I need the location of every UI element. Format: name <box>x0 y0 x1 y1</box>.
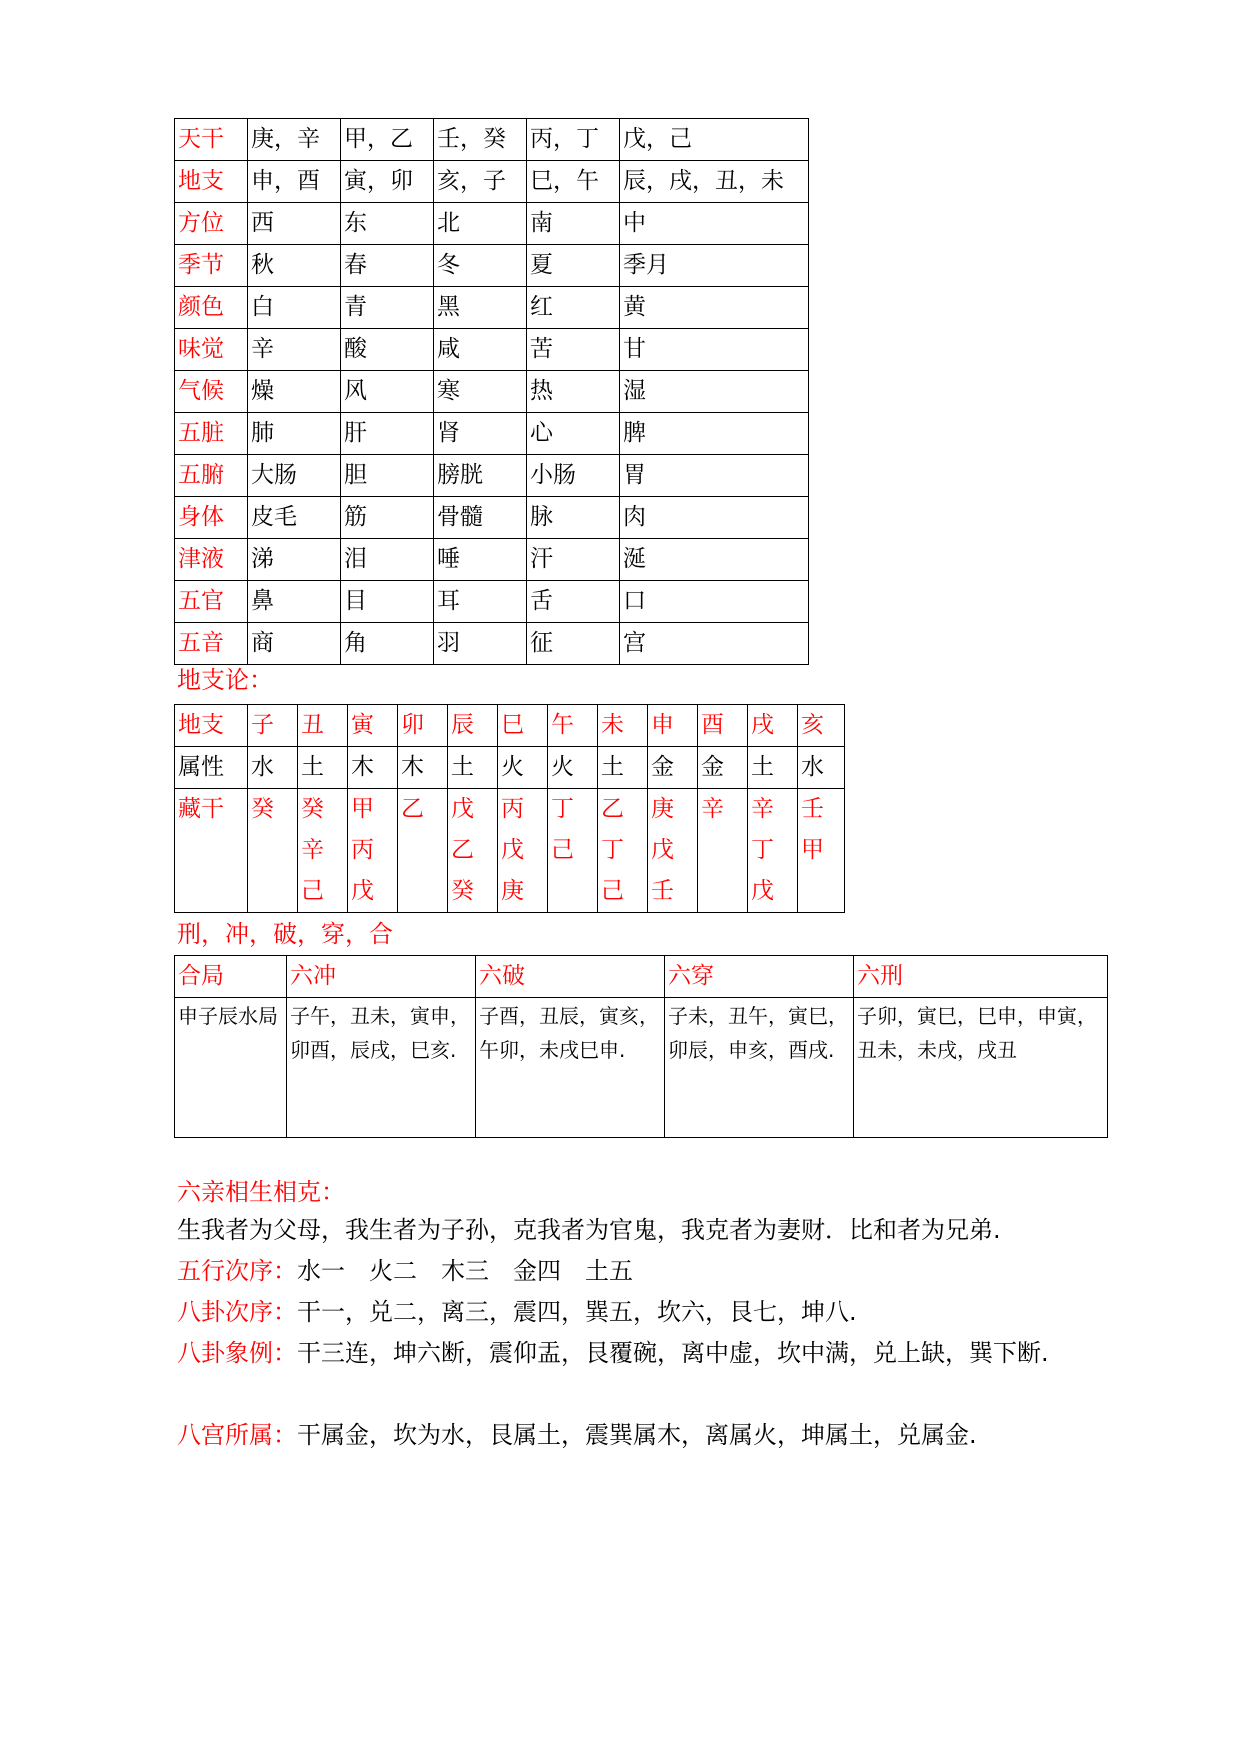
wuxing-row <box>175 623 809 665</box>
row-label: 身体 <box>175 497 248 539</box>
xing-chong-body-row <box>175 998 1108 1138</box>
hidden-stem-label <box>175 789 248 913</box>
xing-chong-cell: 申子辰水局 <box>175 998 287 1138</box>
table-cell: 中 <box>620 203 809 245</box>
hidden-stem: 甲 <box>801 837 824 863</box>
line-label: 八宫所属： <box>177 1421 297 1449</box>
hidden-stem-cell <box>548 789 598 913</box>
table-cell: 肝 <box>341 413 434 455</box>
attribute-cell: 土 <box>748 747 798 789</box>
table-cell: 征 <box>527 623 620 665</box>
section-heading-xing-chong: 刑，冲，破，穿，合 <box>177 920 393 948</box>
hidden-stem: 丁 <box>551 796 574 822</box>
hidden-stem: 庚 <box>501 878 524 904</box>
table-cell: 心 <box>527 413 620 455</box>
hidden-stem-cell <box>248 789 298 913</box>
attribute-cell: 土 <box>448 747 498 789</box>
table-cell: 汗 <box>527 539 620 581</box>
table-cell: 脉 <box>527 497 620 539</box>
hidden-stem: 乙 <box>401 796 424 822</box>
hidden-stem: 癸 <box>301 796 324 822</box>
xing-chong-header: 六冲 <box>287 956 476 998</box>
table-cell: 湿 <box>620 371 809 413</box>
table-cell: 目 <box>341 581 434 623</box>
hidden-stem-cell <box>598 789 648 913</box>
hidden-stem-label-text: 藏干 <box>178 796 224 822</box>
row-label: 五脏 <box>175 413 248 455</box>
table-cell: 亥，子 <box>434 161 527 203</box>
attribute-cell: 火 <box>498 747 548 789</box>
attribute-cell: 木 <box>348 747 398 789</box>
table-cell: 大肠 <box>248 455 341 497</box>
table-cell: 胆 <box>341 455 434 497</box>
hidden-stem-row <box>175 789 845 913</box>
hidden-stem: 辛 <box>701 796 724 822</box>
table-cell: 涎 <box>620 539 809 581</box>
branch-header-label: 地支 <box>175 705 248 747</box>
section-heading-dizhi: 地支论： <box>177 666 273 694</box>
branch-cell: 巳 <box>498 705 548 747</box>
attribute-cell: 土 <box>598 747 648 789</box>
table-cell: 季月 <box>620 245 809 287</box>
table-cell: 风 <box>341 371 434 413</box>
table-cell: 南 <box>527 203 620 245</box>
hidden-stem: 丙 <box>501 796 524 822</box>
branch-cell: 亥 <box>798 705 845 747</box>
wuxing-row <box>175 161 809 203</box>
row-label: 五音 <box>175 623 248 665</box>
xing-chong-cell: 子酉，丑辰，寅亥，午卯，未戌巳申. <box>476 998 665 1138</box>
hidden-stem-cell <box>398 789 448 913</box>
hidden-stem: 戊 <box>451 796 474 822</box>
line-text: 干一，兑二，离三，震四，巽五，坎六，艮七，坤八. <box>297 1298 857 1326</box>
hidden-stem-cell <box>448 789 498 913</box>
line-text: 干属金，坎为水，艮属土，震巽属木，离属火，坤属土，兑属金. <box>297 1421 977 1449</box>
table-cell: 肉 <box>620 497 809 539</box>
line-label: 八卦象例： <box>177 1339 297 1367</box>
liuqin-text: 生我者为父母，我生者为子孙，克我者为官鬼，我克者为妻财．比和者为兄弟. <box>177 1216 1001 1244</box>
wuxing-row <box>175 581 809 623</box>
attribute-cell: 火 <box>548 747 598 789</box>
table-cell: 鼻 <box>248 581 341 623</box>
row-label: 天干 <box>175 119 248 161</box>
table-cell: 丙，丁 <box>527 119 620 161</box>
row-label: 五腑 <box>175 455 248 497</box>
table-cell: 青 <box>341 287 434 329</box>
attribute-cell: 金 <box>648 747 698 789</box>
hidden-stem: 戊 <box>351 878 374 904</box>
wuxing-table <box>174 118 809 665</box>
table-cell: 巳，午 <box>527 161 620 203</box>
hidden-stem-cell <box>798 789 845 913</box>
hidden-stem: 辛 <box>751 796 774 822</box>
hidden-stem: 癸 <box>451 878 474 904</box>
hidden-stem: 戊 <box>751 878 774 904</box>
table-cell: 苦 <box>527 329 620 371</box>
hidden-stem-cell <box>298 789 348 913</box>
table-cell: 夏 <box>527 245 620 287</box>
table-cell: 口 <box>620 581 809 623</box>
row-label: 颜色 <box>175 287 248 329</box>
table-cell: 舌 <box>527 581 620 623</box>
table-cell: 黑 <box>434 287 527 329</box>
table-cell: 宫 <box>620 623 809 665</box>
table-cell: 脾 <box>620 413 809 455</box>
table-cell: 角 <box>341 623 434 665</box>
attribute-cell: 水 <box>798 747 845 789</box>
line-text: 干三连，坤六断，震仰盂，艮覆碗，离中虚，坎中满，兑上缺，巽下断. <box>297 1339 1049 1367</box>
hidden-stem: 甲 <box>351 796 374 822</box>
table-cell: 筋 <box>341 497 434 539</box>
table-cell: 红 <box>527 287 620 329</box>
table-cell: 泪 <box>341 539 434 581</box>
hidden-stem-cell <box>748 789 798 913</box>
hidden-stem: 戊 <box>651 837 674 863</box>
table-cell: 骨髓 <box>434 497 527 539</box>
table-cell: 白 <box>248 287 341 329</box>
attribute-label: 属性 <box>175 747 248 789</box>
table-cell: 东 <box>341 203 434 245</box>
section-heading-liuqin: 六亲相生相克： <box>177 1178 345 1206</box>
xing-chong-header: 六破 <box>476 956 665 998</box>
line-label: 八卦次序： <box>177 1298 297 1326</box>
dizhi-table <box>174 704 845 913</box>
branch-cell: 申 <box>648 705 698 747</box>
xing-chong-header: 六刑 <box>854 956 1108 998</box>
wuxing-row <box>175 119 809 161</box>
table-cell: 甲，乙 <box>341 119 434 161</box>
line-text: 水一 火二 木三 金四 土五 <box>297 1257 633 1285</box>
line-wuxing-order <box>177 1251 1057 1292</box>
table-cell: 辰，戌，丑，未 <box>620 161 809 203</box>
branch-cell: 子 <box>248 705 298 747</box>
table-cell: 甘 <box>620 329 809 371</box>
attribute-cell: 土 <box>298 747 348 789</box>
table-cell: 肾 <box>434 413 527 455</box>
wuxing-row <box>175 287 809 329</box>
wuxing-row <box>175 245 809 287</box>
table-cell: 小肠 <box>527 455 620 497</box>
table-cell: 胃 <box>620 455 809 497</box>
branch-cell: 未 <box>598 705 648 747</box>
row-label: 季节 <box>175 245 248 287</box>
hidden-stem: 己 <box>551 837 574 863</box>
table-cell: 冬 <box>434 245 527 287</box>
hidden-stem: 庚 <box>651 796 674 822</box>
wuxing-row <box>175 203 809 245</box>
xing-chong-header-row <box>175 956 1108 998</box>
hidden-stem-cell <box>348 789 398 913</box>
hidden-stem: 丙 <box>351 837 374 863</box>
row-label: 方位 <box>175 203 248 245</box>
hidden-stem: 丁 <box>601 837 624 863</box>
table-cell: 壬，癸 <box>434 119 527 161</box>
hidden-stem-cell <box>498 789 548 913</box>
hidden-stem: 己 <box>301 878 324 904</box>
wuxing-row <box>175 329 809 371</box>
wuxing-row <box>175 497 809 539</box>
line-label: 五行次序： <box>177 1257 297 1285</box>
table-cell: 羽 <box>434 623 527 665</box>
xing-chong-cell: 子午，丑未，寅申，卯酉，辰戌，巳亥. <box>287 998 476 1138</box>
xing-chong-header: 合局 <box>175 956 287 998</box>
hidden-stem: 乙 <box>601 796 624 822</box>
attribute-cell: 金 <box>698 747 748 789</box>
branch-row <box>175 705 845 747</box>
xing-chong-cell: 子卯，寅巳，巳申，申寅，丑未，未戌，戌丑 <box>854 998 1108 1138</box>
table-cell: 西 <box>248 203 341 245</box>
hidden-stem-cell <box>648 789 698 913</box>
hidden-stem: 乙 <box>451 837 474 863</box>
attribute-row <box>175 747 845 789</box>
hidden-stem: 癸 <box>251 796 274 822</box>
wuxing-row <box>175 371 809 413</box>
table-cell: 涕 <box>248 539 341 581</box>
hidden-stem: 戊 <box>501 837 524 863</box>
table-cell: 膀胱 <box>434 455 527 497</box>
table-cell: 春 <box>341 245 434 287</box>
hidden-stem: 壬 <box>801 796 824 822</box>
table-cell: 唾 <box>434 539 527 581</box>
row-label: 地支 <box>175 161 248 203</box>
table-cell: 热 <box>527 371 620 413</box>
row-label: 味觉 <box>175 329 248 371</box>
attribute-cell: 木 <box>398 747 448 789</box>
branch-cell: 卯 <box>398 705 448 747</box>
table-cell: 戊，己 <box>620 119 809 161</box>
branch-cell: 丑 <box>298 705 348 747</box>
table-cell: 耳 <box>434 581 527 623</box>
table-cell: 申，酉 <box>248 161 341 203</box>
hidden-stem-cell <box>698 789 748 913</box>
table-cell: 北 <box>434 203 527 245</box>
table-cell: 秋 <box>248 245 341 287</box>
wuxing-row <box>175 455 809 497</box>
line-bagong <box>177 1415 1057 1456</box>
table-cell: 酸 <box>341 329 434 371</box>
xing-chong-header: 六穿 <box>665 956 854 998</box>
xing-chong-cell: 子未，丑午，寅巳，卯辰，申亥，酉戌. <box>665 998 854 1138</box>
hidden-stem: 己 <box>601 878 624 904</box>
row-label: 气候 <box>175 371 248 413</box>
table-cell: 庚，辛 <box>248 119 341 161</box>
table-cell: 燥 <box>248 371 341 413</box>
row-label: 津液 <box>175 539 248 581</box>
hidden-stem: 辛 <box>301 837 324 863</box>
branch-cell: 酉 <box>698 705 748 747</box>
wuxing-row <box>175 413 809 455</box>
hidden-stem: 壬 <box>651 878 674 904</box>
wuxing-row <box>175 539 809 581</box>
xing-chong-table <box>174 955 1108 1138</box>
branch-cell: 戌 <box>748 705 798 747</box>
table-cell: 寒 <box>434 371 527 413</box>
branch-cell: 辰 <box>448 705 498 747</box>
attribute-cell: 水 <box>248 747 298 789</box>
table-cell: 寅，卯 <box>341 161 434 203</box>
table-cell: 肺 <box>248 413 341 455</box>
table-cell: 黄 <box>620 287 809 329</box>
line-bagua-images <box>177 1333 1057 1374</box>
table-cell: 皮毛 <box>248 497 341 539</box>
hidden-stem: 丁 <box>751 837 774 863</box>
branch-cell: 寅 <box>348 705 398 747</box>
branch-cell: 午 <box>548 705 598 747</box>
table-cell: 辛 <box>248 329 341 371</box>
row-label: 五官 <box>175 581 248 623</box>
table-cell: 商 <box>248 623 341 665</box>
table-cell: 咸 <box>434 329 527 371</box>
line-bagua-order <box>177 1292 1057 1333</box>
